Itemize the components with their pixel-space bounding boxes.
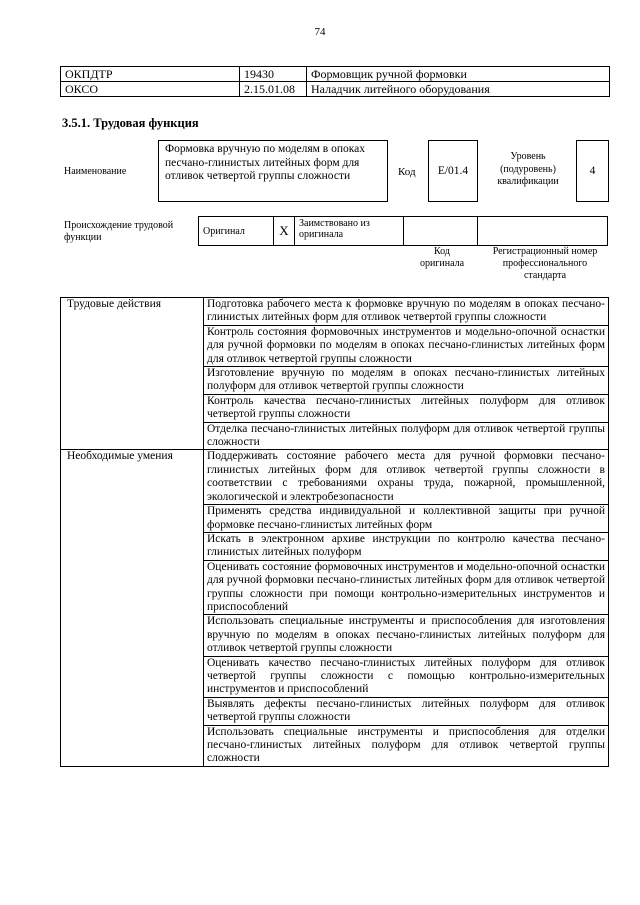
labor-action-item: Подготовка рабочего места к формовке вручную по моделям в опоках песчано-глинистых литейных форм для отливок четвертой группы сложности <box>204 298 609 326</box>
skill-item: Оценивать состояние формовочных инструментов и модельно-опочной оснастки для ручной формовки песчано-глинистых литейных форм для отливок четвертой группы сложности при помощи контрольно-измерительных инструментов и приспособлений <box>204 560 609 615</box>
qualification-level-box: 4 <box>576 140 609 202</box>
labor-action-item: Контроль качества песчано-глинистых литейных полуформ для отливок четвертой группы сложности <box>204 394 609 422</box>
origin-label: Происхождение трудовой функции <box>64 220 174 243</box>
skill-item: Выявлять дефекты песчано-глинистых литейных полуформ для отливок четвертой группы сложности <box>204 697 609 725</box>
skill-item: Применять средства индивидуальной и коллективной защиты при ручной формовке песчано-глинистых литейных форм <box>204 505 609 533</box>
skill-item: Оценивать качество песчано-глинистых литейных полуформ для отливок четвертой группы сложности с помощью контрольно-измерительных инструментов и приспособлений <box>204 656 609 697</box>
origin-table <box>198 216 608 246</box>
original-label: Оригинал <box>199 217 274 246</box>
page-number: 74 <box>314 26 326 38</box>
table-row <box>61 82 610 97</box>
registration-number-label: Регистрационный номер профессионального стандарта <box>492 246 598 281</box>
skill-item: Использовать специальные инструменты и приспособления для изготовления вручную по моделям в опоках песчано-глинистых литейных полуформ для отливок четвертой группы сложности <box>204 615 609 656</box>
classifier-label: ОКПДТР <box>61 67 240 82</box>
table-row <box>61 67 610 82</box>
labor-action-item: Отделка песчано-глинистых литейных полуформ для отливок четвертой группы сложности <box>204 422 609 450</box>
qualification-level-label: Уровень (подуровень) квалификации <box>497 151 559 187</box>
skill-item: Искать в электронном архиве инструкции по контролю качества песчано-глинистых литейных полуформ <box>204 532 609 560</box>
function-code-box: E/01.4 <box>428 140 478 202</box>
classifier-code: 19430 <box>240 67 307 82</box>
category-label: Трудовые действия <box>61 298 204 450</box>
function-details-table <box>60 297 609 767</box>
original-code-label: Код оригинала <box>419 246 465 269</box>
classifier-codes-table <box>60 66 610 97</box>
labor-action-item: Изготовление вручную по моделям в опоках песчано-глинистых литейных полуформ для отливок четвертой группы сложности <box>204 367 609 395</box>
skill-item: Использовать специальные инструменты и приспособления для отделки песчано-глинистых литейных полуформ для отливок четвертой группы сложности <box>204 725 609 766</box>
function-name-box: Формовка вручную по моделям в опоках песчано-глинистых литейных форм для отливок четвертой группы сложности <box>158 140 388 202</box>
function-name-label: Наименование <box>64 166 127 177</box>
classifier-name: Формовщик ручной формовки <box>307 67 610 82</box>
labor-action-item: Контроль состояния формовочных инструментов и модельно-опочной оснастки для ручной формовки по моделям в опоках песчано-глинистых литейных форм для отливок четвертой группы сложности <box>204 325 609 366</box>
classifier-label: ОКСО <box>61 82 240 97</box>
classifier-name: Наладчик литейного оборудования <box>307 82 610 97</box>
registration-number-cell <box>478 217 608 246</box>
table-row <box>199 217 608 246</box>
section-title: 3.5.1. Трудовая функция <box>62 116 199 130</box>
table-row <box>61 298 609 326</box>
skill-item: Поддерживать состояние рабочего места для ручной формовки песчано-глинистых литейных форм для отливок четвертой группы сложности в соответствии с требованиями охраны труда, пожарной, промышленной, экологической и электробезопасности <box>204 450 609 505</box>
borrowed-label: Заимствовано из оригинала <box>295 217 404 246</box>
function-code-label: Код <box>398 166 416 178</box>
original-code-cell <box>404 217 478 246</box>
category-label: Необходимые умения <box>61 450 204 766</box>
table-row <box>61 450 609 505</box>
original-mark: X <box>274 217 295 246</box>
classifier-code: 2.15.01.08 <box>240 82 307 97</box>
